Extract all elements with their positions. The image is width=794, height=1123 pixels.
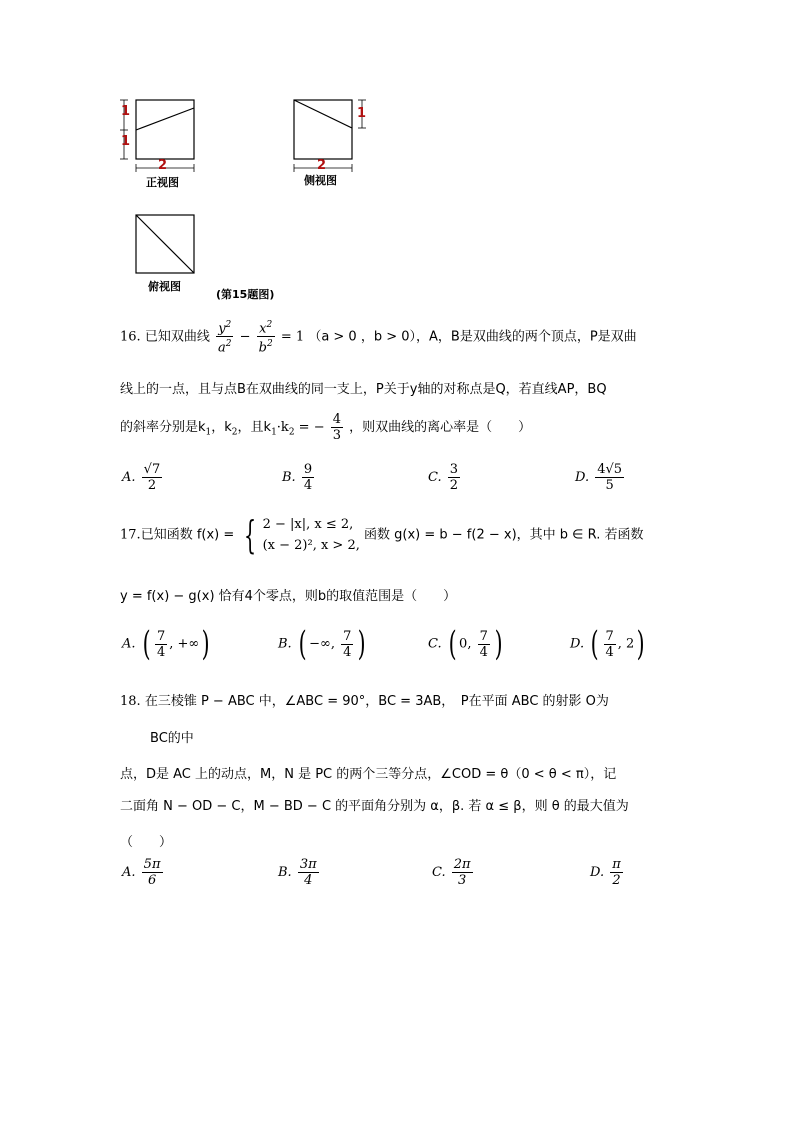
q16-option-a[interactable]: [122, 462, 164, 493]
left-paren: (: [448, 624, 457, 664]
option-label: B.: [278, 865, 292, 880]
right-paren: ): [201, 624, 210, 664]
q17-case2: (x − 2)², x > 2,: [262, 538, 360, 553]
side-dim-height-1: 1: [357, 106, 367, 121]
q16-option-c[interactable]: [428, 462, 462, 493]
q16-line1: 16. 已知双曲线 $\frac{y^2}{a^2}$ − $\frac{x^2}{b^2}$ = 1 （a > 0 ，b > 0），A，B是双曲线的两个顶点，P是双曲: [120, 320, 637, 356]
q18-number: 18.: [120, 694, 141, 709]
q18-line1b: BC的中: [150, 731, 194, 746]
option-den: 2: [147, 478, 157, 493]
q16-line2: 线上的一点，且与点B在双曲线的同一支上，P关于y轴的对称点是Q，若直线AP，BQ: [120, 382, 607, 397]
option-num: 3: [449, 462, 459, 477]
q18-text-1: 在三棱锥 P − ABC 中，∠ABC = 90°，BC = 3AB， P在平面 ABC 的射影 O为: [144, 694, 609, 709]
option-label: D.: [575, 470, 590, 485]
top-view-label: 俯视图: [148, 280, 181, 293]
figure-caption: (第15题图): [216, 288, 275, 301]
option-num: √7: [143, 462, 161, 477]
q16-text-a: 已知双曲线: [144, 329, 210, 345]
q17-option-c[interactable]: C. ( 0, $\frac{7}{4}$ ): [428, 624, 503, 664]
option-label: A.: [122, 865, 136, 880]
q18-line1: [120, 690, 609, 709]
front-view-drawing: [120, 100, 194, 172]
q16-line3-c: ，且k: [237, 420, 272, 435]
q18-line3: 二面角 N − OD − C，M − BD − C 的平面角分别为 α，β. 若 α ≤ β，则 θ 的最大值为: [120, 799, 629, 814]
q16-text-b: （a > 0 ，b > 0），A，B是双曲线的两个顶点，P是双曲: [308, 329, 637, 345]
q18-option-d[interactable]: [590, 857, 625, 888]
option-den: 6: [147, 873, 157, 888]
q16-line3-d: ·k: [276, 420, 289, 435]
q16-option-d[interactable]: [575, 462, 626, 493]
three-view-figure: [110, 90, 390, 300]
q17-option-d[interactable]: D. ( $\frac{7}{4}$ , 2): [570, 624, 645, 664]
option-lower: −∞: [309, 636, 331, 652]
q17-number: 17.: [120, 527, 141, 543]
option-num: π: [612, 857, 621, 872]
q17-case1: 2 − |x|, x ≤ 2,: [262, 517, 354, 532]
q17-option-b[interactable]: B. ( −∞, $\frac{7}{4}$ ): [278, 624, 366, 664]
q16-line3-a: 的斜率分别是k: [120, 420, 206, 435]
q17-line1: 17.已知函数 f(x) = { 2 − |x|, x ≤ 2, (x − 2)², x > 2, 函数 g(x) = b − f(2 − x)，其中 b ∈ R. 若函数: [120, 513, 644, 557]
left-paren: (: [298, 624, 307, 664]
q16-line3: 的斜率分别是$k_1$，$k_2$，且$k_1\cdot k_2$ = − $\frac{4}{3}$ ，则双曲线的离心率是（ ）: [120, 412, 532, 443]
top-view-drawing: [136, 215, 194, 273]
front-dim-top-1: 1: [121, 104, 131, 119]
q16-frac-4-3: $\frac{4}{3}$: [332, 412, 342, 443]
side-dim-width-2: 2: [317, 158, 327, 173]
left-paren: (: [142, 624, 151, 664]
right-paren: ): [494, 624, 503, 664]
q16-line3-e: = −: [294, 420, 325, 435]
option-den: 4: [303, 478, 313, 493]
front-dim-width-2: 2: [158, 158, 168, 173]
option-label: B.: [278, 636, 292, 652]
option-den: 3: [458, 873, 467, 888]
q17-text-a: 已知函数 f(x) =: [140, 527, 235, 543]
option-num: 9: [303, 462, 313, 477]
option-num: 4√5: [597, 462, 623, 477]
option-den: 4: [304, 873, 313, 888]
left-paren: (: [590, 624, 599, 664]
option-den: 2: [449, 478, 459, 493]
option-label: C.: [428, 636, 442, 652]
option-label: D.: [570, 636, 585, 652]
q17-text-b: 函数 g(x) = b − f(2 − x)，其中 b ∈ R. 若函数: [364, 527, 644, 543]
option-upper: 2: [626, 636, 635, 652]
q16-line3-b: ，k: [211, 420, 232, 435]
option-num: 3π: [299, 857, 317, 872]
option-label: C.: [428, 470, 442, 485]
right-paren: ): [636, 624, 645, 664]
q16-number: 16.: [120, 329, 141, 345]
q18-option-b[interactable]: [278, 857, 321, 888]
option-lower: 0: [459, 636, 468, 652]
front-dim-bottom-1: 1: [121, 134, 131, 149]
option-label: A.: [122, 636, 136, 652]
option-label: B.: [282, 470, 296, 485]
option-label: D.: [590, 865, 605, 880]
q16-line3-f: ，则双曲线的离心率是（ ）: [349, 420, 532, 435]
q16-frac-x: $\frac{x^2}{b^2}$: [258, 320, 273, 356]
option-upper: +∞: [177, 636, 200, 652]
q16-frac-y: $\frac{y^2}{a^2}$: [217, 320, 232, 356]
q18-line2: 点，D是 AC 上的动点，M，N 是 PC 的两个三等分点，∠COD = θ（0 < θ < π），记: [120, 767, 617, 782]
option-label: C.: [432, 865, 446, 880]
front-view-label: 正视图: [146, 176, 179, 189]
option-num: 2π: [453, 857, 471, 872]
option-den: 2: [612, 873, 621, 888]
q18-option-a[interactable]: [122, 857, 165, 888]
q16-option-b[interactable]: [282, 462, 316, 493]
right-paren: ): [358, 624, 366, 664]
q18-line4: （ ）: [120, 835, 173, 850]
option-den: 5: [605, 478, 614, 493]
q17-option-a[interactable]: A. ( $\frac{7}{4}$ , +∞): [122, 624, 210, 664]
side-view-label: 侧视图: [304, 174, 337, 187]
side-view-drawing: [294, 100, 366, 172]
option-label: A.: [122, 470, 136, 485]
q18-option-c[interactable]: [432, 857, 475, 888]
option-num: 5π: [143, 857, 161, 872]
q17-line2: y = f(x) − g(x) 恰有4个零点，则b的取值范围是（ ）: [120, 589, 457, 604]
